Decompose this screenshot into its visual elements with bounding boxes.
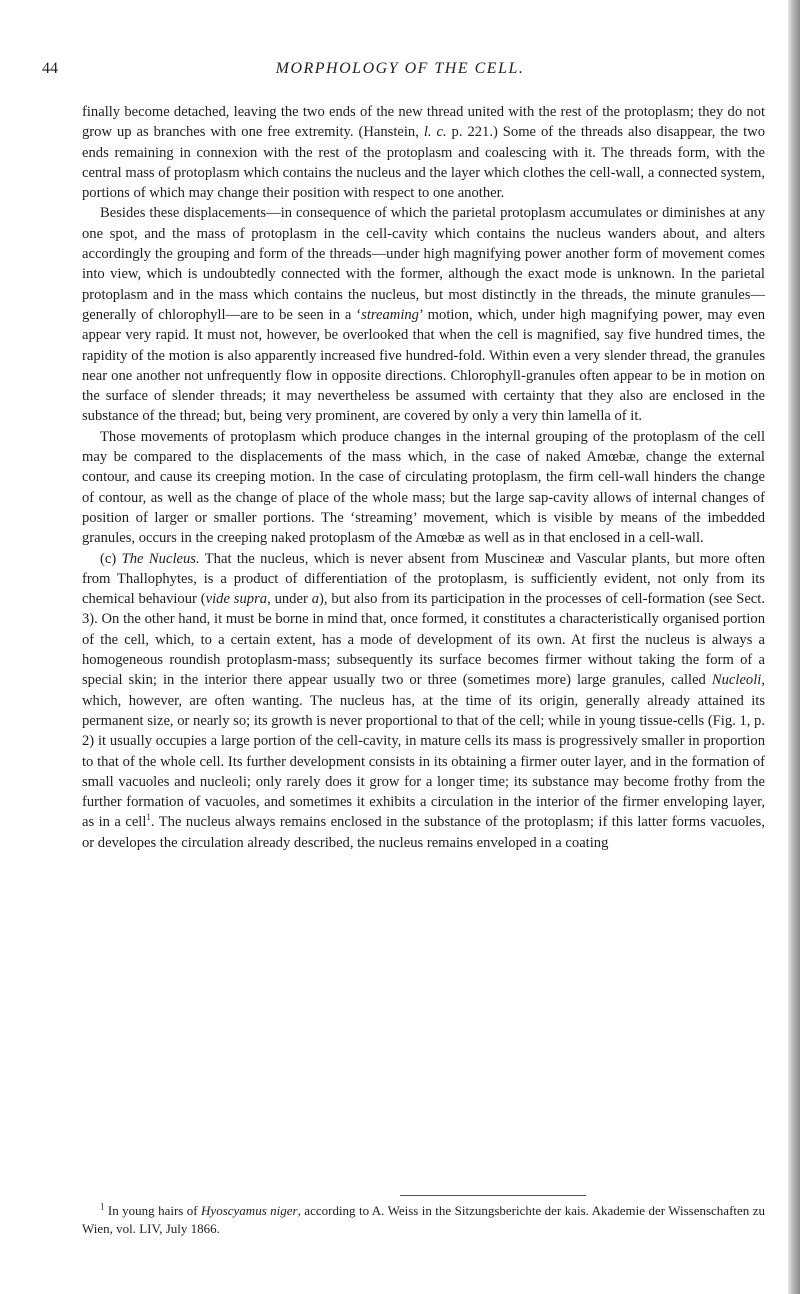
italic-text: The Nucleus.	[121, 550, 200, 567]
text-segment: , under	[267, 591, 312, 608]
page-edge-shadow	[788, 0, 800, 1294]
footnote-marker: 1	[100, 1201, 105, 1212]
paragraph	[82, 102, 765, 203]
text-segment: , which, however, are often wanting. The nucleus has, at the time of its origin, generally already attained its permanent size, or nearly so; its growth is never proportional to that of the cell; while in young tissue-cells (Fig. 1, p. 2) it usually occupies a large portion of the cell-cavity, in mature cells its mass is progressively smaller in proportion to that of the whole cell. Its further development consists in its obtaining a firmer outer layer, and in the formation of small vacuoles and nucleoli; only rarely does it grow for a longer time; its substance may become frothy from the further formation of vacuoles, and sometimes it exhibits a circulation in the interior of the firmer enveloping layer, as in a cell	[82, 672, 765, 831]
footnote-rule	[400, 1195, 586, 1196]
text-segment: ’ motion, which, under high magnifying power, may even appear very rapid. It must not, however, be overlooked that when the cell is magnified, say five hundred times, the rapidity of the motion is also apparently increased five hundred-fold. Within even a very slender thread, the granules near one another not unfrequently flow in opposite directions. Chlorophyll-granules often appear to be in motion on the surface of slender threads; it may nevertheless be assumed with certainty that they also are enclosed in the substance of the thread; but, being very prominent, are covered by only a very thin lamella of it.	[82, 306, 765, 425]
italic-text: streaming	[361, 306, 419, 323]
text-segment: (c)	[100, 550, 122, 567]
italic-text: l. c.	[423, 124, 447, 141]
text-segment: Those movements of protoplasm which produce changes in the internal grouping of the protoplasm of the cell may be compared to the displacements of the mass which, in the case of naked Amœbæ, change the external contour, and cause its creeping motion. In the case of circulating protoplasm, the firm cell-wall hinders the change of contour, as well as the change of place of the whole mass; but the large sap-cavity allows of internal changes of position of larger or smaller portions. The ‘streaming’ movement, which is visible by means of the imbedded granules, occurs in the creeping naked protoplasm of the Amœbæ as well as in that enclosed in a cell-wall.	[82, 428, 765, 547]
text-segment: . The nucleus always remains enclosed in the substance of the protoplasm; if this latter forms vacuoles, or developes the circulation already described, the nucleus remains enveloped in a coating	[82, 814, 765, 851]
page-header	[0, 60, 800, 84]
text-segment: p. 221.) Some of the threads also disappear, the two ends remaining in connexion with the rest of the protoplasm and coalescing with it. The threads form, with the central mass of protoplasm which contains the nucleus and the layer which clothes the cell-wall, a connected system, portions of which may change their position with respect to one another.	[82, 124, 765, 202]
footnote	[82, 1202, 765, 1238]
paragraph	[82, 427, 765, 549]
text-segment: finally become detached, leaving the two ends of the new thread united with the rest of the protoplasm; they do not grow up as branches with one free extremity. (Hanstein,	[82, 104, 765, 141]
italic-text: Nucleoli	[711, 672, 762, 689]
footnote-text	[82, 1202, 765, 1238]
paragraph	[82, 549, 765, 853]
page-number: 44	[42, 60, 58, 77]
footnote-marker: 1	[146, 812, 151, 823]
text-segment: In young hairs of	[104, 1203, 202, 1218]
text-segment: That the nucleus, which is never absent from Muscineæ and Vascular plants, but more often from Thallophytes, is a product of differentiation of the protoplasm, is sufficiently evident, not only from its chemical behaviour (	[82, 550, 765, 608]
body-text	[82, 102, 765, 853]
running-head: MORPHOLOGY OF THE CELL.	[275, 60, 525, 77]
text-segment: , according to A. Weiss in the Sitzungsberichte der kais. Akademie der Wissenschaften zu Wien, vol. LIV, July 1866.	[82, 1203, 765, 1236]
italic-text: a	[311, 591, 319, 608]
italic-text: Hyoscyamus niger	[201, 1203, 298, 1218]
italic-text: vide supra	[205, 591, 268, 608]
text-segment: ), but also from its participation in the processes of cell-formation (see Sect. 3). On the other hand, it must be borne in mind that, once formed, it constitutes a characteristically organised portion of the cell, which, to a certain extent, has a mode of development of its own. At first the nucleus is always a homogeneous roundish protoplasm-mass; subsequently its surface becomes firmer without taking the form of a special skin; in the interior there appear usually two or three (sometimes more) large granules, called	[82, 591, 765, 689]
paragraph	[82, 203, 765, 426]
text-segment: Besides these displacements—in consequence of which the parietal protoplasm accumulates or diminishes at any one spot, and the mass of protoplasm in the cell-cavity which contains the nucleus wanders about, and alters accordingly the grouping and form of the threads—under high magnifying power another form of movement comes into view, which is undoubtedly connected with the former, although the exact mode is unknown. In the parietal protoplasm and in the mass which contains the nucleus, but most distinctly in the threads, the minute granules—generally of chlorophyll—are to be seen in a ‘	[82, 205, 765, 323]
